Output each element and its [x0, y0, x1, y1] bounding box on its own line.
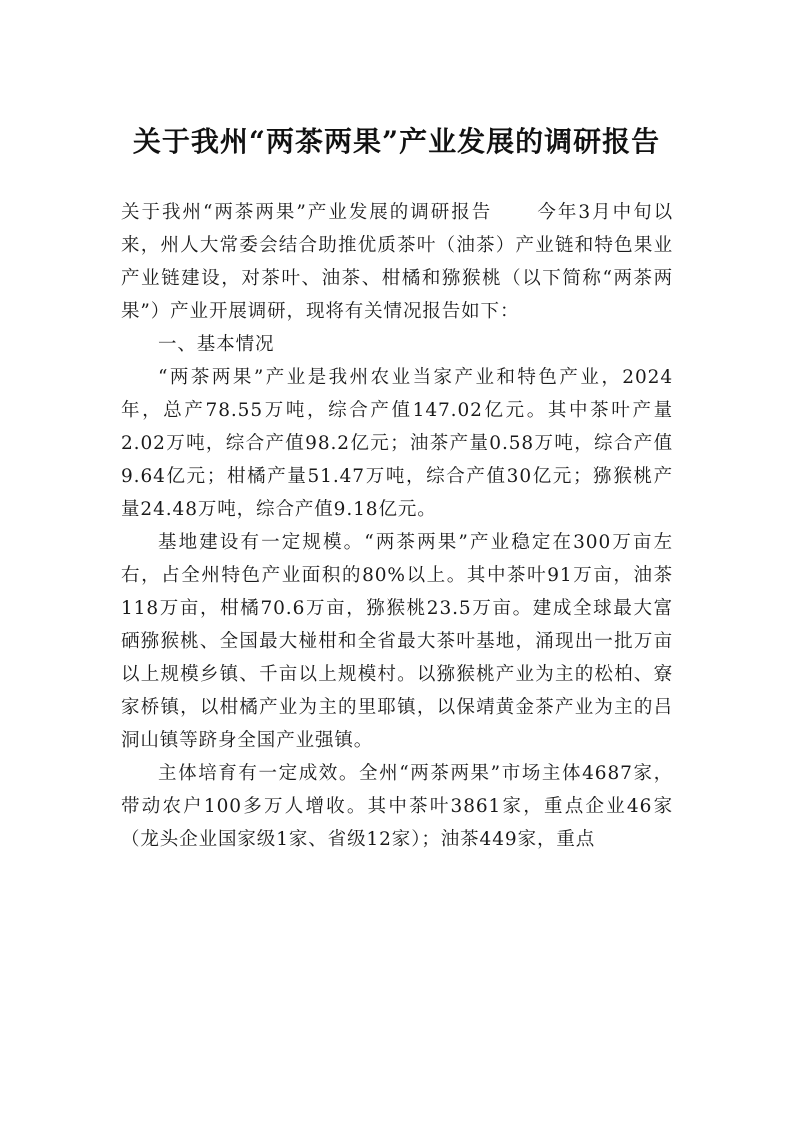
section-heading-basic-situation: 一、基本情况: [158, 334, 275, 355]
document-title: 关于我州“两茶两果”产业发展的调研报告: [132, 125, 661, 158]
paragraph-entity-cultivation: 主体培育有一定成效。全州“两茶两果”市场主体4687家，带动农户100多万人增收。其中茶叶3861家，重点企业46家（龙头企业国家级1家、省级12家）；油茶449家，重点: [121, 763, 673, 850]
intro-title: 关于我州“两茶两果”产业发展的调研报告: [121, 202, 493, 223]
intro-text: 今年3月中旬以来，州人大常委会结合助推优质茶叶（油茶）产业链和特色果业产业链建设，对茶叶、油茶、柑橘和猕猴桃（以下简称“两茶两果”）产业开展调研，现将有关情况报告如下：: [121, 202, 673, 322]
paragraph-base-construction: 基地建设有一定规模。“两茶两果”产业稳定在300万亩左右，占全州特色产业面积的80%以上。其中茶叶91万亩，油茶118万亩，柑橘70.6万亩，猕猴桃23.5万亩。建成全球最大富硒猕猴桃、全国最大椪柑和全省最大茶叶基地，涌现出一批万亩以上规模乡镇、千亩以上规模村。以猕猴桃产业为主的松柏、寮家桥镇，以柑橘产业为主的里耶镇，以保靖黄金茶产业为主的吕洞山镇等跻身全国产业强镇。: [121, 532, 673, 751]
paragraph-output-value: “两茶两果”产业是我州农业当家产业和特色产业，2024年，总产78.55万吨，综合产值147.02亿元。其中茶叶产量2.02万吨，综合产值98.2亿元；油茶产量0.58万吨，综合产值9.64亿元；柑橘产量51.47万吨，综合产值30亿元；猕猴桃产量24.48万吨，综合产值9.18亿元。: [121, 367, 673, 520]
intro-paragraph: [121, 196, 673, 328]
document-body: [121, 196, 673, 856]
